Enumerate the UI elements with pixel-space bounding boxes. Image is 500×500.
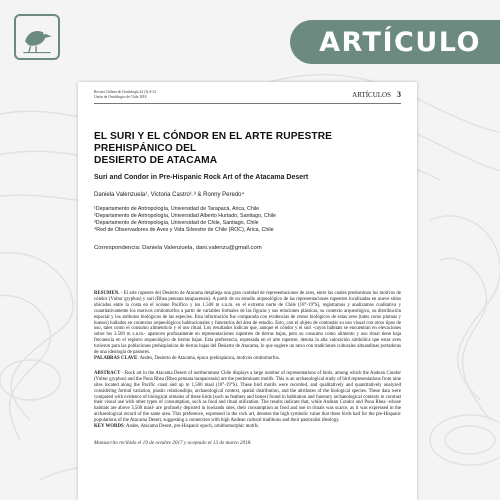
paper-page xyxy=(78,82,417,500)
resumen-label: RESUMEN. xyxy=(94,291,120,296)
english-title: Suri and Condor in Pre-Hispanic Rock Art of the Atacama Desert xyxy=(94,174,309,181)
affiliation-item: ⁴Red de Observadores de Aves y Vida Silvestre de Chile (ROC), Arica, Chile xyxy=(94,227,274,233)
palabras-clave xyxy=(94,356,401,362)
resumen-text: - El arte rupestre del Desierto de Atacama despliega una gran cantidad de representaciones de aves, entre las cuales predominan los motivos de cóndor (Vultur gryphus) y suri (Rhea pennata tarapacensis). A partir de un estudio arqueológico de las representaciones rupestres localizadas en nueve sitios ubicados entre la costa en el océano Pacífico y los 1.500 m s.n.m. en el extremo norte de Chile (18°-19°S), registramos y analizamos cualitativa y cuantitativamente los motivos ornitomorfos a partir de variables formales de las figuras y sus relaciones plásticas, su contexto arqueológico, su distribución espacial y los atributos biológicos de las especies. Esta información fue comparada con evidencias de restos biológicos de estas aves (tales como plumas y huesos) hallados en contextos arqueológicos habitacionales y funerarios del área de estudio. Esto, con el objeto de contrastar su uso visual con otros tipos de uso, tales como el consumo alimenticio y el uso ritual. Los resultados indican que, aunque el cóndor y el suri -cuyos hábitats se encuentran en elevaciones sobre los 3.500 m s.n.m.- aparecen profusamente en representaciones rupestres de tierras bajas, pero su consumo como alimento y uso ritual tiene baja frecuencia en el registro arqueológico de tierras bajas. Esta preferencia, expresada en el arte rupestre, denota la alta valoración simbólica que estas aves tuvieron para las poblaciones prehispánicas de tierras bajas del Desierto de Atacama, lo que sugiere un nexo con tradiciones culturales altoandinas portadoras de una ideología de pastores. xyxy=(94,291,401,356)
journal-citation-line1: Revista Chilena de Ornitología 24 (1):4-14 xyxy=(94,90,156,94)
section-banner xyxy=(290,20,500,64)
key-words-label: KEY WORDS xyxy=(94,424,124,430)
page-header xyxy=(94,90,401,100)
header-rule xyxy=(94,103,401,104)
palabras-clave-text: : Andes, Desierto de Atacama, época prehispánica, motivos ornitomorfos. xyxy=(137,355,280,361)
correspondence: Correspondencia: Daniela Valenzuela, dani.valenzu@gmail.com xyxy=(94,245,262,251)
journal-citation-line2: Unión de Ornitólogos de Chile 2018 xyxy=(94,95,147,99)
article-title-line2: DESIERTO DE ATACAMA xyxy=(94,155,218,166)
article-title-line1: EL SURI Y EL CÓNDOR EN EL ARTE RUPESTRE PREHISPÁNICO DEL xyxy=(94,131,333,154)
abstract-text: - Rock art in the Atacama Desert of northernmost Chile displays a large number of representations of birds, among which the Andean Condor (Vultur gryphus) and the Puna Rhea (Rhea pennata tarapacensis) are the predominant motifs. This is an archaeological study of bird representations from nine sites located along the Pacific coast and up to 1,500 masl (18°-19°S). These bird motifs were recorded, and qualitatively and quantitatively analyzed considering formal variation, plastic relationships, archaeological context, spatial distribution, and the attributes of the biological species. These data were compared with evidence of biological remains of these birds (such as feathers and bones) found in habitation and funerary archaeological contexts to contrast their visual use with other types of consumption, such as food and ritual utilization. The results indicate that, while Andean Condor and Puna Rhea -whose habitats are above 3,500 masl- are profusely depicted in lowlands sites, their consumption as food and use in rituals was scarce, as it was expressed in the archaeological record of the same area. This preference, expressed in the rock art, denotes the high symbolic value that these birds had for the pre-Hispanic populations of the Atacama Desert, suggesting a connection with high Andean cultural traditions and their pastoralist ideology. xyxy=(94,370,401,424)
abstract-label: ABSTRACT xyxy=(94,370,121,376)
section-banner-label: ARTÍCULO xyxy=(319,26,481,58)
page-number: 3 xyxy=(397,90,401,99)
section-label: ARTÍCULOS xyxy=(352,91,391,99)
key-words-text: : Andes, Atacama Desert, pre-Hispanic epoch, ornithomorphic motifs. xyxy=(123,424,260,430)
journal-logo xyxy=(14,14,60,60)
author-list: Daniela Valenzuela¹, Victoria Castro¹˒³ & Ronny Peredo⁴ xyxy=(94,192,245,198)
paper-content xyxy=(94,90,401,446)
palabras-clave-label: PALABRAS CLAVE xyxy=(94,355,138,361)
resumen-paragraph xyxy=(94,291,401,362)
affiliation-item: ³Departamento de Antropología, Universidad de Chile, Santiago, Chile xyxy=(94,220,259,226)
running-head xyxy=(352,90,401,99)
shorebird-icon xyxy=(16,16,58,58)
article-title xyxy=(94,131,401,167)
received-note: Manuscrito recibido el 19 de octubre 2017 y aceptado el 13 de marzo 2018. xyxy=(94,439,252,446)
affiliation-item: ²Departamento de Antropología, Universidad Alberto Hurtado, Santiago, Chile xyxy=(94,213,276,219)
affiliations xyxy=(94,206,401,234)
affiliation-item: ¹Departamento de Antropología, Universidad de Tarapacá, Arica, Chile xyxy=(94,206,260,212)
key-words xyxy=(94,424,401,430)
abstract-paragraph xyxy=(94,371,401,430)
